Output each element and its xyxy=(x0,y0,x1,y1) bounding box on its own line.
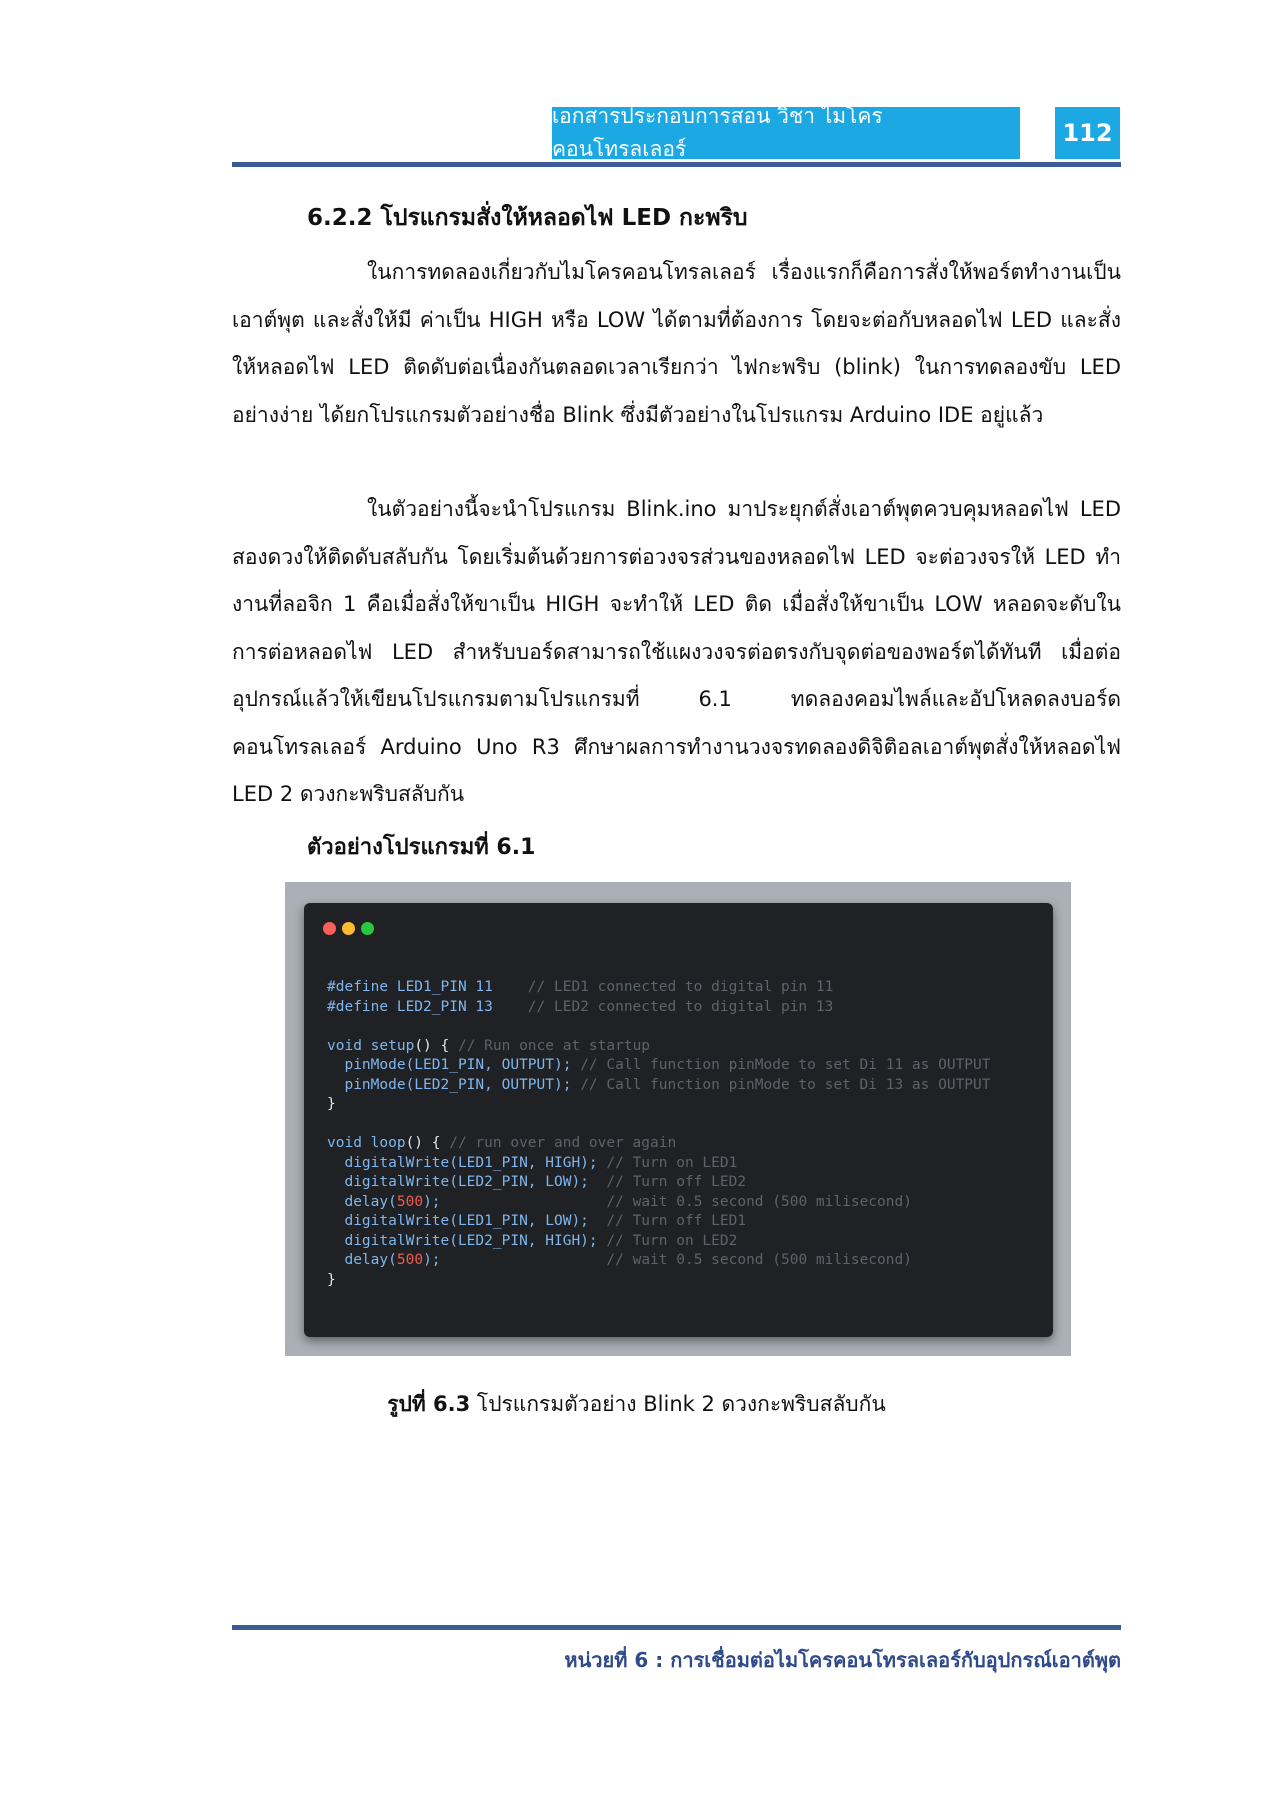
code-token: // Turn off LED1 xyxy=(606,1213,747,1229)
code-token: // Turn on LED1 xyxy=(606,1154,738,1171)
close-dot-icon xyxy=(323,922,336,935)
code-token: pinMode(LED1_PIN, OUTPUT); xyxy=(344,1057,572,1073)
code-token xyxy=(327,1155,344,1171)
code-token: 500 xyxy=(396,1252,424,1268)
header-title: เอกสารประกอบการสอน วิชา ไมโครคอนโทรลเลอร์ xyxy=(552,104,883,161)
code-token xyxy=(493,999,528,1015)
code-line xyxy=(327,1076,991,1096)
code-token xyxy=(589,1213,606,1229)
code-line xyxy=(327,1232,991,1252)
header-divider xyxy=(232,162,1121,167)
section-title: 6.2.2 โปรแกรมสั่งให้หลอดไฟ LED กะพริบ xyxy=(307,205,748,231)
paragraph-2-text: ในตัวอย่างนี้จะนำโปรแกรม Blink.ino มาประยุกต์สั่งเอาต์พุตควบคุมหลอดไฟ LED สองดวงให้ติดดับสลับกัน โดยเริ่มต้นด้วยการต่อวงจรส่วนของหลอดไฟ LED จะต่อวงจรให้ LED ทำงานที่ลอจิก 1 คือเมื่อสั่งให้ขาเป็น HIGH จะทำให้ LED ติด เมื่อสั่งให้ขาเป็น LOW หลอดจะดับในการต่อหลอดไฟ LED สำหรับบอร์ดสามารถใช้แผงวงจรต่อตรงกับจุดต่อของพอร์ตได้ทันที เมื่อต่ออุปกรณ์แล้วให้เขียนโปรแกรมตามโปรแกรมที่ 6.1 ทดลองคอมไพล์และอัปโหลดลงบอร์ดคอนโทรลเลอร์ Arduino Uno R3 ศึกษาผลการทำงานวงจรทดลองดิจิติอลเอาต์พุตสั่งให้หลอดไฟ LED 2 ดวงกะพริบสลับกัน xyxy=(232,497,1121,806)
code-token: // Run once at startup xyxy=(457,1037,651,1054)
code-block xyxy=(327,978,991,1290)
code-token xyxy=(441,1252,607,1268)
code-token: void xyxy=(327,1135,362,1151)
header-title-box xyxy=(552,104,1020,161)
footer-text: หน่วยที่ 6 : การเชื่อมต่อไมโครคอนโทรลเลอร์กับอุปกรณ์เอาต์พุต xyxy=(564,1648,1121,1672)
code-token: // Call function pinMode to set Di 13 as OUTPUT xyxy=(580,1076,991,1093)
code-token xyxy=(327,1233,344,1249)
code-token xyxy=(327,1194,344,1210)
maximize-dot-icon xyxy=(361,922,374,935)
code-token: delay( xyxy=(344,1252,397,1268)
code-token: // LED1 connected to digital pin 11 xyxy=(527,979,834,995)
caption-text: โปรแกรมตัวอย่าง Blink 2 ดวงกะพริบสลับกัน xyxy=(470,1392,886,1416)
code-token: digitalWrite(LED2_PIN, HIGH); xyxy=(344,1232,598,1249)
code-token: 500 xyxy=(396,1193,424,1210)
code-token xyxy=(327,1077,344,1093)
code-token xyxy=(327,1213,344,1229)
code-token xyxy=(327,1252,344,1268)
code-token: ); xyxy=(423,1252,441,1268)
code-line xyxy=(327,978,991,998)
footer-divider xyxy=(232,1625,1121,1630)
code-token: // Turn off LED2 xyxy=(606,1174,747,1190)
code-token xyxy=(571,1057,580,1073)
code-token: #define LED2_PIN 13 xyxy=(327,998,493,1015)
code-line xyxy=(327,1212,991,1232)
paragraph-2 xyxy=(232,486,1121,819)
code-line xyxy=(327,1154,991,1174)
code-token: #define LED1_PIN 11 xyxy=(327,979,493,995)
code-token: // Turn on LED2 xyxy=(606,1232,738,1249)
code-token: delay( xyxy=(344,1193,397,1210)
code-token xyxy=(493,979,528,995)
code-token: // run over and over again xyxy=(449,1135,677,1151)
code-line xyxy=(327,1095,991,1115)
code-token xyxy=(362,1135,371,1151)
code-line xyxy=(327,1037,991,1057)
code-line xyxy=(327,1134,991,1154)
minimize-dot-icon xyxy=(342,922,355,935)
code-token: ); xyxy=(423,1193,441,1210)
code-line xyxy=(327,1271,991,1291)
code-line xyxy=(327,1173,991,1193)
paragraph-1 xyxy=(232,249,1121,439)
code-token: void xyxy=(327,1037,362,1054)
code-token: digitalWrite(LED1_PIN, HIGH); xyxy=(344,1154,598,1171)
code-token: } xyxy=(327,1271,336,1288)
paragraph-1-text: ในการทดลองเกี่ยวกับไมโครคอนโทรลเลอร์ เรื่องแรกก็คือการสั่งให้พอร์ตทำงานเป็นเอาต์พุต และสั่งให้มี ค่าเป็น HIGH หรือ LOW ได้ตามที่ต้องการ โดยจะต่อกับหลอดไฟ LED และสั่งให้หลอดไฟ LED ติดดับต่อเนื่องกันตลอดเวลาเรียกว่า ไฟกะพริบ (blink) ในการทดลองขับ LED อย่างง่าย ได้ยกโปรแกรมตัวอย่างชื่อ Blink ซึ่งมีตัวอย่างในโปรแกรม Arduino IDE อยู่แล้ว xyxy=(232,260,1121,427)
code-line xyxy=(327,1056,991,1076)
code-line xyxy=(327,1017,991,1037)
code-token xyxy=(362,1038,371,1054)
code-line xyxy=(327,1251,991,1271)
code-line xyxy=(327,1115,991,1135)
figure-caption xyxy=(0,1388,1273,1421)
code-token: pinMode(LED2_PIN, OUTPUT); xyxy=(344,1076,572,1093)
code-token xyxy=(327,1057,344,1073)
code-token: () { xyxy=(414,1037,458,1054)
page-number: 112 xyxy=(1055,107,1120,159)
code-line xyxy=(327,1193,991,1213)
code-token: // LED2 connected to digital pin 13 xyxy=(527,998,834,1015)
code-token: digitalWrite(LED1_PIN, LOW); xyxy=(344,1213,589,1229)
code-token xyxy=(327,1174,344,1190)
code-token: } xyxy=(327,1096,336,1112)
code-token: setup xyxy=(370,1037,415,1054)
code-token xyxy=(589,1174,606,1190)
code-token: digitalWrite(LED2_PIN, LOW); xyxy=(344,1174,589,1190)
code-token: // Call function pinMode to set Di 11 as OUTPUT xyxy=(580,1057,991,1073)
code-token: // wait 0.5 second (500 milisecond) xyxy=(606,1193,912,1210)
code-window xyxy=(304,903,1053,1337)
code-token: loop xyxy=(370,1135,406,1151)
example-title: ตัวอย่างโปรแกรมที่ 6.1 xyxy=(307,835,536,860)
code-token xyxy=(571,1077,580,1093)
code-line xyxy=(327,998,991,1018)
code-token xyxy=(441,1194,607,1210)
code-token: () { xyxy=(405,1135,450,1151)
caption-label: รูปที่ 6.3 xyxy=(387,1392,471,1416)
code-token: // wait 0.5 second (500 milisecond) xyxy=(606,1252,912,1268)
